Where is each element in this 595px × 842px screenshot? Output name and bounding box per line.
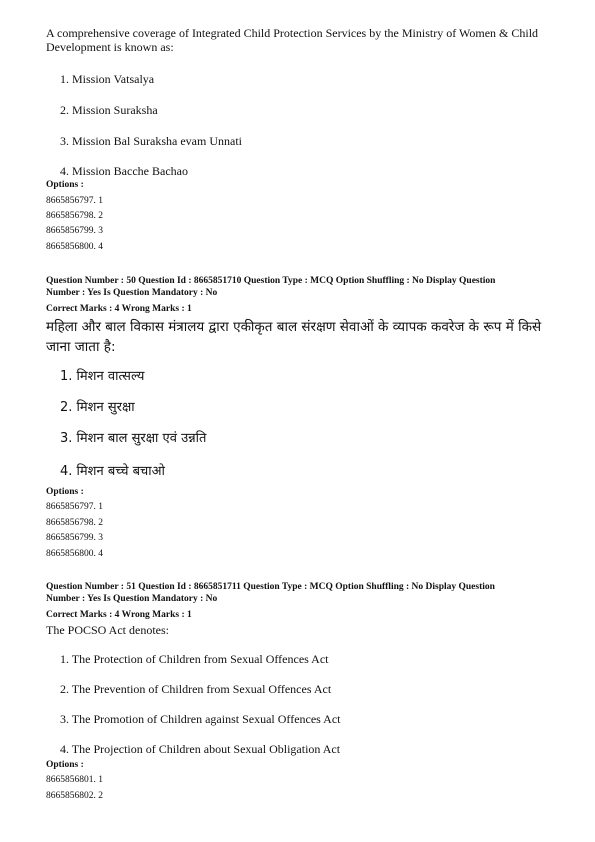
question-51-option-id-2: 8665856802. 2 (46, 791, 103, 801)
question-51-option-4: 4. The Projection of Children about Sexual Obligation Act (60, 742, 341, 756)
question-49-option-1: 1. Mission Vatsalya (60, 72, 155, 86)
question-50-options-label: Options : (46, 487, 84, 497)
question-51-text: The POCSO Act denotes: (46, 623, 169, 637)
question-49-options-label: Options : (46, 180, 84, 190)
question-51-option-id-1: 8665856801. 1 (46, 775, 103, 785)
question-51-option-2: 2. The Prevention of Children from Sexual Offences Act (60, 682, 332, 696)
question-50-option-1: 1. मिशन वात्सल्य (60, 369, 145, 384)
question-50-option-id-1: 8665856797. 1 (46, 502, 103, 512)
question-51-option-1: 1. The Protection of Children from Sexual Offences Act (60, 652, 329, 666)
question-50-meta-line-2: Number : Yes Is Question Mandatory : No (46, 288, 218, 298)
question-51-options-label: Options : (46, 760, 84, 770)
question-51-marks: Correct Marks : 4 Wrong Marks : 1 (46, 610, 192, 620)
question-50-option-3: 3. मिशन बाल सुरक्षा एवं उन्नति (60, 431, 207, 446)
question-50-meta-line-1: Question Number : 50 Question Id : 8665851710 Question Type : MCQ Option Shuffling : No Display Question (46, 276, 496, 286)
question-49-option-4: 4. Mission Bacche Bachao (60, 164, 188, 178)
question-49-text: A comprehensive coverage of Integrated Child Protection Services by the Ministry of Women & Child Development is known as: (46, 26, 539, 54)
question-50-option-2: 2. मिशन सुरक्षा (60, 400, 135, 415)
question-49-option-id-2: 8665856798. 2 (46, 211, 103, 221)
question-50-option-id-3: 8665856799. 3 (46, 533, 103, 543)
question-50-marks: Correct Marks : 4 Wrong Marks : 1 (46, 304, 192, 314)
question-49-option-id-3: 8665856799. 3 (46, 226, 103, 236)
question-50-text: महिला और बाल विकास मंत्रालय द्वारा एकीकृत बाल संरक्षण सेवाओं के व्यापक कवरेज के रूप में किसे जाना जाता है: (46, 319, 542, 355)
question-51-meta-line-2: Number : Yes Is Question Mandatory : No (46, 594, 218, 604)
question-50-option-id-2: 8665856798. 2 (46, 518, 103, 528)
question-49-option-3: 3. Mission Bal Suraksha evam Unnati (60, 134, 242, 148)
question-50-option-id-4: 8665856800. 4 (46, 549, 103, 559)
question-50-option-4: 4. मिशन बच्चे बचाओ (60, 464, 165, 479)
question-49-option-2: 2. Mission Suraksha (60, 103, 158, 117)
question-49-option-id-1: 8665856797. 1 (46, 196, 103, 206)
question-51-option-3: 3. The Promotion of Children against Sexual Offences Act (60, 712, 341, 726)
question-51-meta-line-1: Question Number : 51 Question Id : 8665851711 Question Type : MCQ Option Shuffling : No Display Question (46, 582, 495, 592)
question-49-option-id-4: 8665856800. 4 (46, 242, 103, 252)
